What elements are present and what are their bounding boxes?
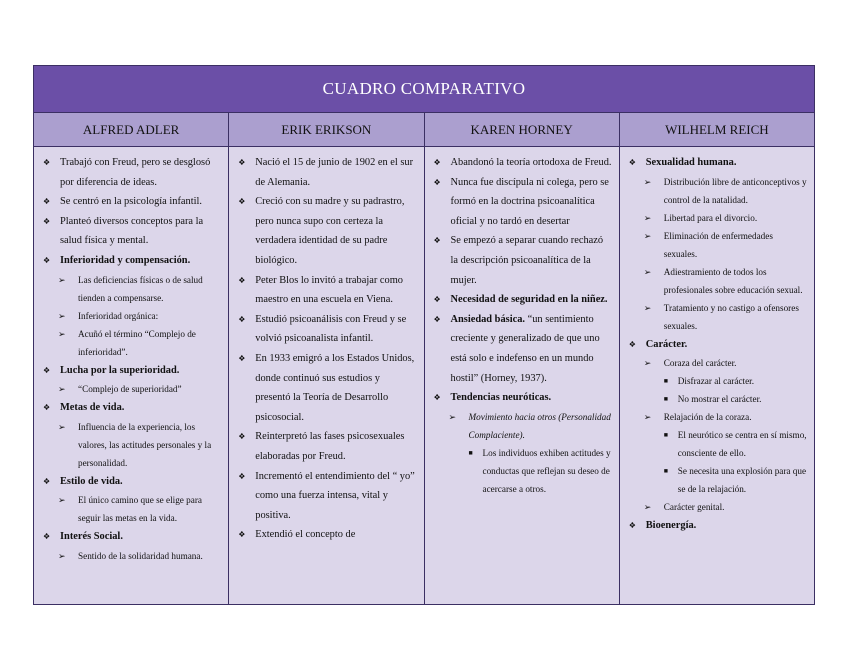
list-item	[237, 153, 417, 192]
item-text: “un sentimiento creciente y generalizado de que uno está solo e indefenso en un mundo hostil” (Horney, 1937).	[450, 313, 600, 384]
list-item	[237, 427, 417, 466]
diamond-bullet-icon: ❖	[238, 314, 246, 324]
item-text: No mostrar el carácter.	[677, 394, 762, 405]
diamond-bullet-icon: ❖	[43, 476, 51, 486]
list-item	[628, 209, 808, 227]
item-text: Libertad para el divorcio.	[663, 212, 758, 223]
item-text: Coraza del carácter.	[663, 358, 737, 369]
item-text: Sexualidad humana.	[645, 157, 737, 168]
arrow-bullet-icon: ➢	[643, 212, 652, 223]
column-header-horney: KAREN HORNEY	[425, 113, 620, 146]
arrow-bullet-icon: ➢	[58, 495, 66, 506]
list-item	[42, 325, 222, 361]
bullet-list	[42, 153, 222, 565]
item-text: Tratamiento y no castigo a ofensores sexuales.	[663, 302, 799, 331]
list-item	[42, 361, 222, 381]
item-text: Estudió psicoanálisis con Freud y se volvió psicoanalista infantil.	[255, 313, 407, 345]
list-item	[42, 192, 222, 212]
list-item	[628, 408, 808, 426]
list-item	[628, 354, 808, 372]
diamond-bullet-icon: ❖	[43, 197, 51, 207]
list-item	[628, 426, 808, 462]
arrow-bullet-icon: ➢	[58, 421, 66, 432]
item-text: Carácter genital.	[663, 502, 725, 513]
column-erikson	[229, 147, 424, 605]
list-item	[433, 290, 613, 310]
list-item	[237, 310, 417, 349]
item-text: Se centró en la psicología infantil.	[60, 196, 202, 208]
item-text: El neurótico se centra en sí mismo, consciente de ello.	[677, 430, 807, 459]
diamond-bullet-icon: ❖	[628, 339, 636, 349]
list-item	[628, 299, 808, 335]
arrow-bullet-icon: ➢	[643, 266, 652, 277]
list-item	[237, 467, 417, 526]
item-text: Se necesita una explosión para que se de la relajación.	[677, 466, 807, 495]
diamond-bullet-icon: ❖	[43, 403, 51, 413]
diamond-bullet-icon: ❖	[433, 158, 441, 167]
list-item	[628, 335, 808, 355]
item-text: Acuñó el término “Complejo de inferioridad”.	[78, 328, 196, 357]
list-item	[237, 271, 417, 310]
diamond-bullet-icon: ❖	[238, 275, 246, 285]
item-text: Tendencias neuróticas.	[450, 392, 552, 404]
arrow-bullet-icon: ➢	[643, 412, 652, 423]
item-text: Peter Blos lo invitó a trabajar como maestro en una escuela en Viena.	[255, 274, 403, 306]
arrow-bullet-icon: ➢	[448, 411, 457, 422]
list-item	[42, 527, 222, 547]
arrow-bullet-icon: ➢	[58, 328, 66, 339]
column-adler	[34, 147, 229, 605]
list-item	[42, 251, 222, 271]
item-text: Creció con su madre y su padrastro, pero nunca supo con certeza la verdadera identidad de su padre biológico.	[255, 196, 405, 266]
bullet-list	[433, 153, 613, 498]
list-item	[42, 418, 222, 472]
list-item	[628, 153, 808, 173]
item-text: Estilo de vida.	[60, 475, 123, 487]
list-item	[42, 472, 222, 492]
list-item	[42, 547, 222, 565]
list-item	[237, 349, 417, 427]
bullet-list	[628, 153, 808, 536]
item-text: El único camino que se elige para seguir las metas en la vida.	[78, 495, 202, 524]
square-bullet-icon: ■	[663, 431, 668, 440]
item-text: Metas de vida.	[60, 402, 125, 414]
list-item	[628, 372, 808, 390]
item-text: Carácter.	[645, 338, 688, 350]
list-item	[42, 398, 222, 418]
list-item	[433, 388, 613, 408]
list-item	[42, 307, 222, 325]
arrow-bullet-icon: ➢	[643, 230, 652, 241]
arrow-bullet-icon: ➢	[643, 502, 652, 513]
diamond-bullet-icon: ❖	[238, 530, 246, 540]
list-item	[433, 408, 613, 444]
content-row	[34, 147, 814, 605]
diamond-bullet-icon: ❖	[43, 216, 51, 226]
arrow-bullet-icon: ➢	[643, 302, 652, 313]
arrow-bullet-icon: ➢	[643, 358, 652, 369]
item-text: Inferioridad orgánica:	[78, 310, 159, 321]
table-title: CUADRO COMPARATIVO	[34, 66, 814, 113]
list-item	[433, 444, 613, 498]
comparison-table	[33, 65, 815, 605]
arrow-bullet-icon: ➢	[58, 274, 66, 285]
column-header-adler: ALFRED ADLER	[34, 113, 229, 146]
item-text: Incrementó el entendimiento del “ yo” como una fuerza intensa, vital y positiva.	[255, 470, 415, 521]
item-text: Trabajó con Freud, pero se desglosó por diferencia de ideas.	[60, 157, 211, 188]
diamond-bullet-icon: ❖	[238, 158, 246, 167]
item-text: Adiestramiento de todos los profesionales sobre educación sexual.	[663, 266, 803, 295]
diamond-bullet-icon: ❖	[238, 471, 246, 481]
item-text: Las deficiencias físicas o de salud tienden a compensarse.	[78, 274, 203, 303]
item-text: Bioenergía.	[645, 520, 697, 532]
list-item	[237, 525, 417, 545]
item-bold-label: Ansiedad básica.	[450, 313, 525, 325]
diamond-bullet-icon: ❖	[628, 158, 636, 167]
item-text: Los individuos exhiben actitudes y conductas que reflejan su deseo de acercarse a otros.	[482, 447, 611, 494]
item-text: Relajación de la coraza.	[663, 412, 752, 423]
item-text: Reinterpretó las fases psicosexuales elaboradas por Freud.	[255, 431, 405, 462]
item-text: Interés Social.	[60, 531, 123, 543]
list-item	[433, 153, 613, 173]
list-item	[42, 271, 222, 307]
list-item	[628, 227, 808, 263]
diamond-bullet-icon: ❖	[433, 177, 441, 187]
list-item	[237, 192, 417, 270]
diamond-bullet-icon: ❖	[43, 365, 51, 375]
item-text: Planteó diversos conceptos para la salud física y mental.	[60, 215, 204, 247]
arrow-bullet-icon: ➢	[58, 310, 66, 321]
item-text: Nunca fue discípula ni colega, pero se formó en la doctrina psicoanalítica oficial y no tardó en desertar	[450, 176, 609, 227]
column-reich	[620, 147, 814, 605]
item-text: Distribución libre de anticonceptivos y control de la natalidad.	[663, 176, 807, 205]
diamond-bullet-icon: ❖	[433, 314, 441, 324]
square-bullet-icon: ■	[663, 395, 668, 404]
item-text: Eliminación de enfermedades sexuales.	[663, 230, 773, 259]
list-item	[628, 516, 808, 536]
list-item	[628, 462, 808, 498]
column-header-erikson: ERIK ERIKSON	[229, 113, 424, 146]
arrow-bullet-icon: ➢	[58, 384, 66, 395]
list-item	[433, 231, 613, 290]
item-text: “Complejo de superioridad”	[78, 384, 182, 395]
list-item	[42, 491, 222, 527]
item-text: Sentido de la solidaridad humana.	[78, 550, 203, 561]
diamond-bullet-icon: ❖	[43, 532, 51, 542]
item-text: Se empezó a separar cuando rechazó la descripción psicoanalítica de la mujer.	[450, 235, 604, 286]
list-item	[433, 173, 613, 232]
column-horney	[425, 147, 620, 605]
item-text: Influencia de la experiencia, los valores, las actitudes personales y la personalidad.	[78, 421, 212, 468]
diamond-bullet-icon: ❖	[238, 197, 246, 207]
diamond-bullet-icon: ❖	[628, 521, 636, 531]
arrow-bullet-icon: ➢	[643, 176, 652, 187]
item-text: Nació el 15 de junio de 1902 en el sur de Alemania.	[255, 157, 414, 188]
list-item	[42, 212, 222, 251]
list-item	[42, 153, 222, 192]
bullet-list	[237, 153, 417, 545]
item-text: Extendió el concepto de	[255, 529, 356, 541]
list-item	[628, 498, 808, 516]
arrow-bullet-icon: ➢	[58, 550, 66, 561]
item-text: En 1933 emigró a los Estados Unidos, donde continuó sus estudios y presentó la Teoría de Desarrollo psicosocial.	[255, 352, 415, 423]
list-item	[433, 310, 613, 388]
item-text: Abandonó la teoría ortodoxa de Freud.	[450, 157, 612, 168]
square-bullet-icon: ■	[663, 467, 668, 476]
diamond-bullet-icon: ❖	[238, 432, 246, 442]
square-bullet-icon: ■	[468, 448, 473, 457]
item-text: Lucha por la superioridad.	[60, 364, 180, 376]
item-text: Necesidad de seguridad en la niñez.	[450, 294, 608, 306]
diamond-bullet-icon: ❖	[433, 295, 441, 305]
item-text: Movimiento hacia otros (Personalidad Complaciente).	[468, 411, 611, 440]
header-row	[34, 113, 814, 147]
diamond-bullet-icon: ❖	[238, 353, 246, 363]
diamond-bullet-icon: ❖	[43, 158, 51, 167]
list-item	[628, 263, 808, 299]
item-text: Inferioridad y compensación.	[60, 254, 191, 266]
square-bullet-icon: ■	[663, 377, 668, 386]
diamond-bullet-icon: ❖	[433, 393, 441, 403]
list-item	[42, 380, 222, 398]
column-header-reich: WILHELM REICH	[665, 121, 769, 137]
diamond-bullet-icon: ❖	[433, 236, 441, 246]
item-text: Disfrazar al carácter.	[677, 376, 754, 387]
list-item	[628, 173, 808, 209]
list-item	[628, 390, 808, 408]
diamond-bullet-icon: ❖	[43, 255, 51, 265]
